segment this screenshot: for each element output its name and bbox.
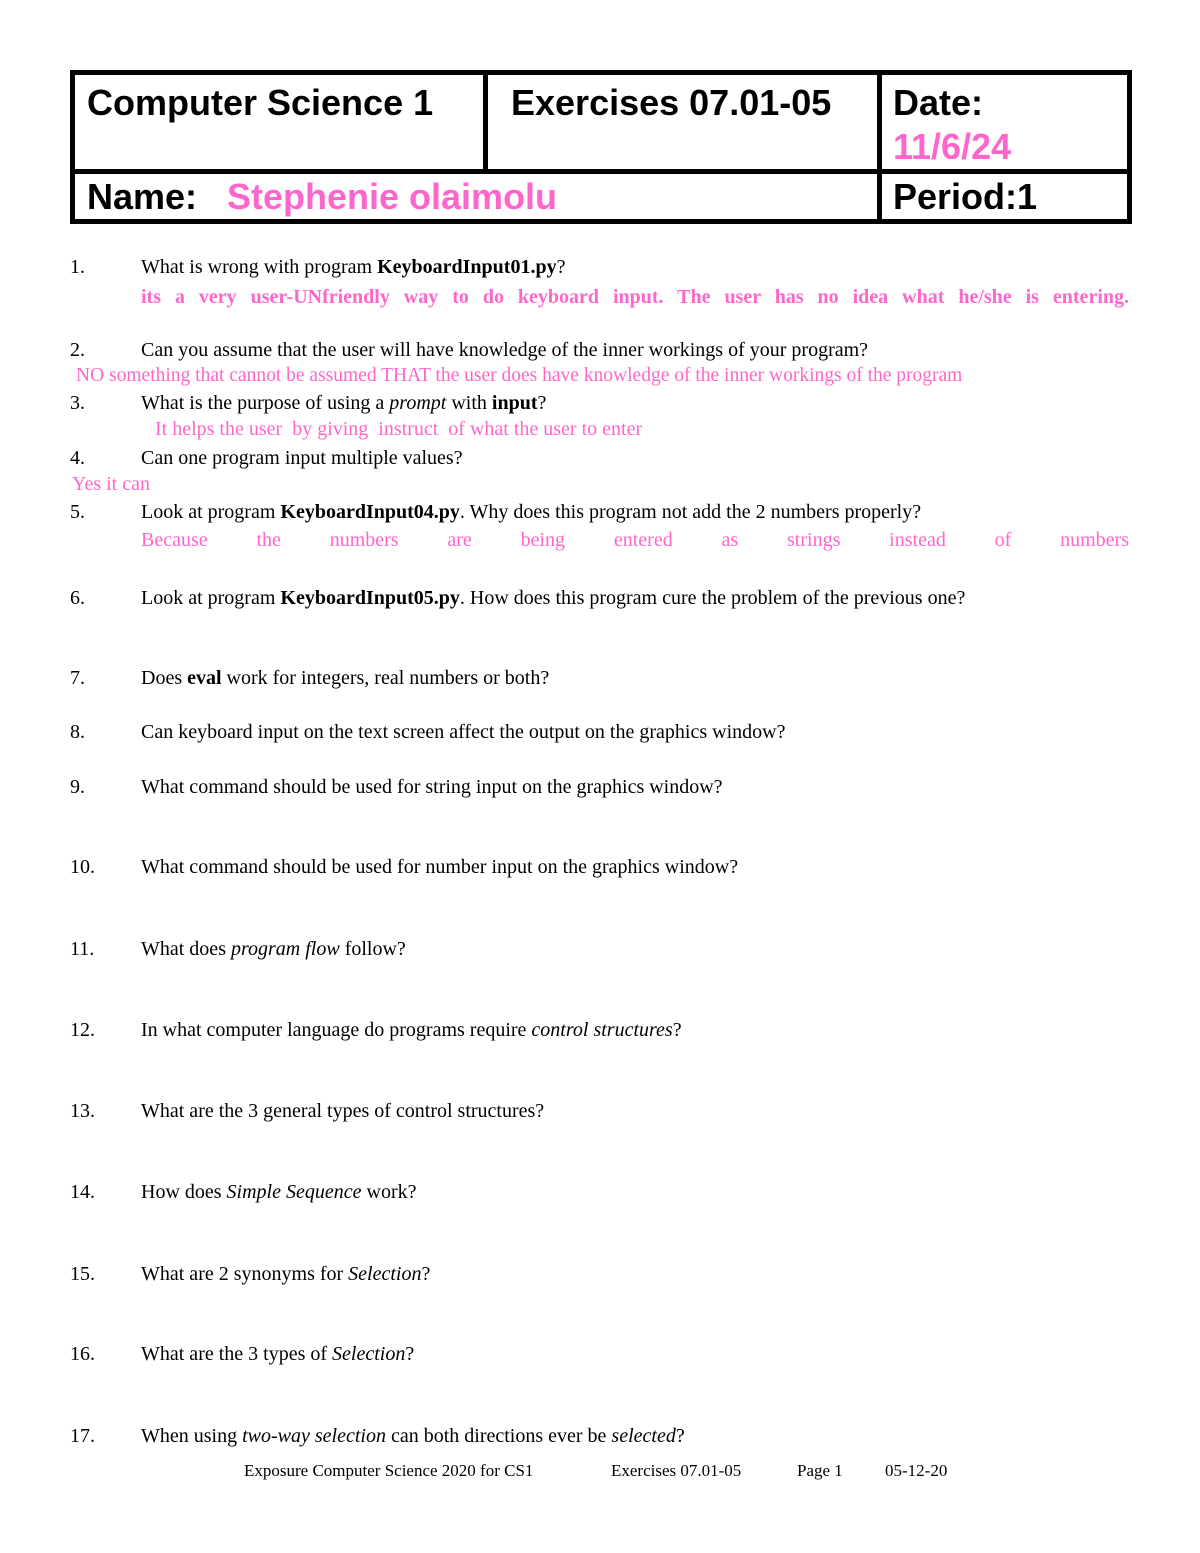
header-divider [75,169,1127,174]
footer-book: Exposure Computer Science 2020 for CS1 [244,1461,534,1480]
period-label: Period: [893,176,1018,217]
footer-exercises: Exercises 07.01-05 [611,1461,742,1480]
question-number: 4. [70,447,85,469]
question-number: 11. [70,938,95,960]
question-number: 2. [70,339,85,361]
question-number: 10. [70,856,95,878]
answer-3: It helps the user by giving instruct of what the user to enter [155,418,643,440]
footer-page: Page 1 [797,1461,843,1480]
question-text: What is the purpose of using a prompt with input? [141,392,547,414]
question-text: What are 2 synonyms for Selection? [141,1263,431,1285]
question-text: How does Simple Sequence work? [141,1181,417,1203]
header-table [70,70,1132,224]
question-text: Can you assume that the user will have knowledge of the inner workings of your program? [141,339,869,361]
name-label: Name: [87,176,198,217]
question-number: 13. [70,1100,95,1122]
question-text: What are the 3 general types of control structures? [141,1100,545,1122]
footer-date: 05-12-20 [885,1461,948,1480]
header-divider [483,75,488,169]
question-number: 1. [70,256,85,278]
answer-2: NO something that cannot be assumed THAT the user does have knowledge of the inner workings of the program [76,365,963,386]
question-text: What are the 3 types of Selection? [141,1343,415,1365]
question-number: 6. [70,587,85,609]
question-text: What is wrong with program KeyboardInput01.py? [141,256,566,278]
question-text: What does program flow follow? [141,938,406,960]
question-number: 8. [70,721,85,743]
question-number: 5. [70,501,85,523]
question-number: 15. [70,1263,95,1285]
exercises-title: Exercises 07.01-05 [511,82,832,123]
answer-4: Yes it can [72,473,150,495]
question-text: What command should be used for number input on the graphics window? [141,856,739,878]
question-number: 7. [70,667,85,689]
date-value: 11/6/24 [893,126,1012,167]
period-value: 1 [1017,176,1038,217]
question-number: 3. [70,392,85,414]
question-text: When using two-way selection can both directions ever be selected? [141,1425,685,1447]
header-divider [877,75,882,219]
question-text: Does eval work for integers, real numbers or both? [141,667,550,689]
answer-5: Because the numbers are being entered as strings instead of numbers [141,529,1129,551]
question-text: Look at program KeyboardInput05.py. How does this program cure the problem of the previous one? [141,587,966,609]
question-number: 14. [70,1181,95,1203]
question-text: Look at program KeyboardInput04.py. Why does this program not add the 2 numbers properly? [141,501,922,523]
course-title: Computer Science 1 [87,82,434,123]
question-text: What command should be used for string input on the graphics window? [141,776,723,798]
question-text: In what computer language do programs require control structures? [141,1019,682,1041]
question-number: 16. [70,1343,95,1365]
answer-1: its a very user-UNfriendly way to do keyboard input. The user has no idea what he/she is entering. [141,286,1129,308]
question-text: Can keyboard input on the text screen affect the output on the graphics window? [141,721,786,743]
question-text: Can one program input multiple values? [141,447,463,469]
question-number: 17. [70,1425,95,1447]
question-number: 9. [70,776,85,798]
name-value: Stephenie olaimolu [227,176,558,217]
period-field [893,177,1037,217]
date-label: Date: [893,82,984,123]
question-number: 12. [70,1019,95,1041]
